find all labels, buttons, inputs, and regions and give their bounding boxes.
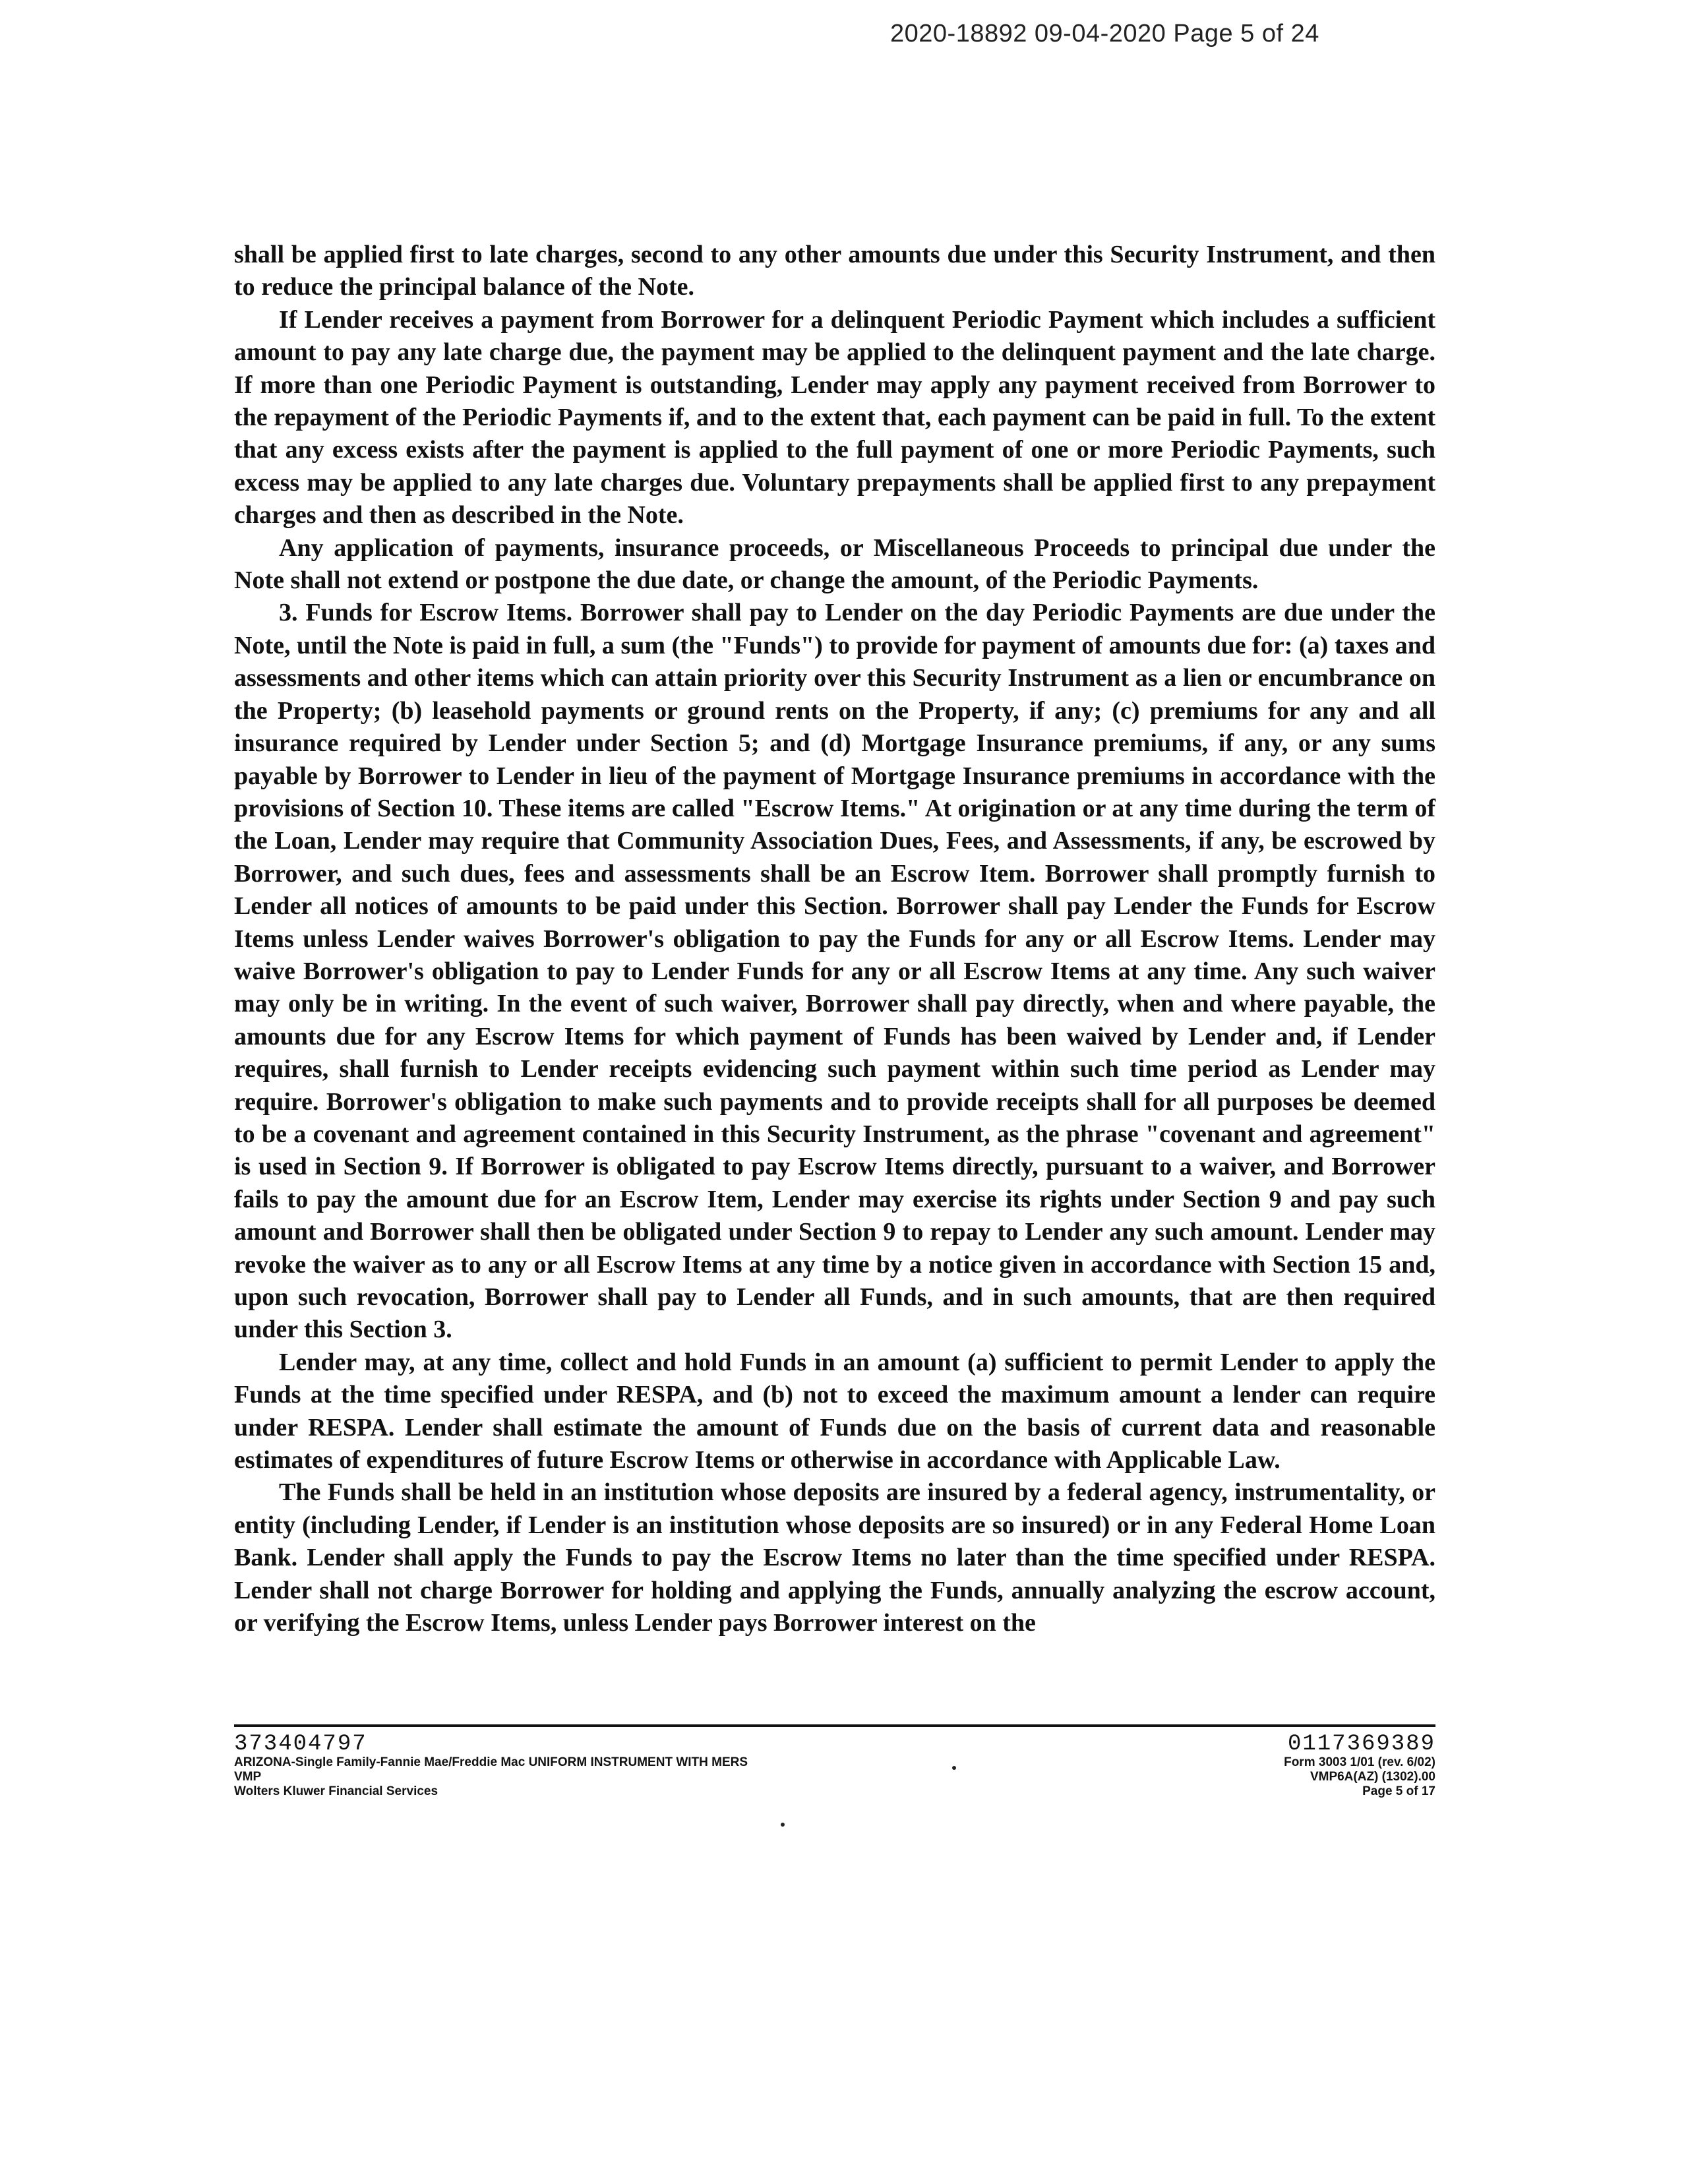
footer-vmp: VMP <box>234 1770 262 1784</box>
paragraph-funds-held: The Funds shall be held in an institution whose deposits are insured by a federal agency, instrumentality, or entity (including Lender, if Lender is an institution whose deposits are so insured) or in any Federal Home Loan Bank. Lender shall apply the Funds to pay the Escrow Items no later than the time specified under RESPA. Lender shall not charge Borrower for holding and applying the Funds, annually analyzing the escrow account, or verifying the Escrow Items, unless Lender pays Borrower interest on the <box>234 1478 1435 1637</box>
footer-left-number: 373404797 <box>234 1732 367 1757</box>
paragraph-continuation: shall be applied first to late charges, second to any other amounts due under this Security Instrument, and then to reduce the principal balance of the Note. <box>234 241 1435 301</box>
page-footer <box>234 1733 1435 1819</box>
section-3-heading: 3. Funds for Escrow Items. <box>279 599 573 627</box>
paragraph-application-of-payments: Any application of payments, insurance proceeds, or Miscellaneous Proceeds to principal due under the Note shall not extend or postpone the due date, or change the amount, of the Periodic Payments. <box>234 533 1435 595</box>
footer-right-block <box>1284 1733 1435 1799</box>
footer-form-number: Form 3003 1/01 (rev. 6/02) <box>1284 1755 1435 1769</box>
scan-speck <box>952 1766 956 1770</box>
footer-form-code: VMP6A(AZ) (1302).00 <box>1310 1770 1435 1784</box>
section-3-text: Borrower shall pay to Lender on the day Periodic Payments are due under the Note, until the Note is paid in full, a sum (the "Funds") to provide for payment of amounts due for: (a) taxes and assessments and other items which can attain priority over this Security Instrument as a lien or encumbrance on the Property; (b) leasehold payments or ground rents on the Property, if any; (c) premiums for any and all insurance required by Lender under Section 5; and (d) Mortgage Insurance premiums, if any, or any sums payable by Borrower to Lender in lieu of the payment of Mortgage Insurance premiums in accordance with the provisions of Section 10. These items are called "Escrow Items." At origination or at any time during the term of the Loan, Lender may require that Community Association Dues, Fees, and Assessments, if any, be escrowed by Borrower, and such dues, fees and assessments shall be an Escrow Item. Borrower shall promptly furnish to Lender all notices of amounts to be paid under this Section. Borrower shall pay Lender the Funds for Escrow Items unless Lender waives Borrower's obligation to pay the Funds for any or all Escrow Items. Lender may waive Borrower's obligation to pay to Lender Funds for any or all Escrow Items at any time. Any such waiver may only be in writing. In the event of such waiver, Borrower shall pay directly, when and where payable, the amounts due for any Escrow Items for which payment of Funds has been waived by Lender and, if Lender requires, shall furnish to Lender receipts evidencing such payment within such time period as Lender may require. Borrower's obligation to make such payments and to provide receipts shall for all purposes be deemed to be a covenant and agreement contained in this Security Instrument, as the phrase "covenant and agreement" is used in Section 9. If Borrower is obligated to pay Escrow Items directly, pursuant to a waiver, and Borrower fails to pay the amount due for an Escrow Item, Lender may exercise its rights under Section 9 and pay such amount and Borrower shall then be obligated under Section 9 to repay to Lender any such amount. Lender may revoke the waiver as to any or all Escrow Items at any time by a notice given in accordance with Section 15 and, upon such revocation, Borrower shall pay to Lender all Funds, and in such amounts, that are then required under this Section 3. <box>234 599 1436 1344</box>
document-body <box>234 239 1435 1639</box>
footer-divider <box>234 1724 1435 1727</box>
paragraph-respa-funds: Lender may, at any time, collect and hold Funds in an amount (a) sufficient to permit Lender to apply the Funds at the time specified under RESPA, and (b) not to exceed the maximum amount a lender can require under RESPA. Lender shall estimate the amount of Funds due on the basis of current data and reasonable estimates of expenditures of future Escrow Items or otherwise in accordance with Applicable Law. <box>234 1348 1435 1474</box>
scan-speck <box>781 1823 785 1827</box>
footer-publisher: Wolters Kluwer Financial Services <box>234 1784 438 1798</box>
paragraph-section-3 <box>234 597 1435 1346</box>
recording-stamp: 2020-18892 09-04-2020 Page 5 of 24 <box>890 20 1319 47</box>
footer-left-block <box>234 1733 748 1799</box>
footer-page-number: Page 5 of 17 <box>1362 1784 1435 1798</box>
paragraph-delinquent-payment: If Lender receives a payment from Borrower for a delinquent Periodic Payment which includes a sufficient amount to pay any late charge due, the payment may be applied to the delinquent payment and the late charge. If more than one Periodic Payment is outstanding, Lender may apply any payment received from Borrower to the repayment of the Periodic Payments if, and to the extent that, each payment can be paid in full. To the extent that any excess exists after the payment is applied to the full payment of one or more Periodic Payments, such excess may be applied to any late charges due. Voluntary prepayments shall be applied first to any prepayment charges and then as described in the Note. <box>234 305 1435 530</box>
footer-right-number: 0117369389 <box>1287 1732 1435 1757</box>
footer-form-title: ARIZONA-Single Family-Fannie Mae/Freddie Mac UNIFORM INSTRUMENT WITH MERS <box>234 1755 748 1769</box>
